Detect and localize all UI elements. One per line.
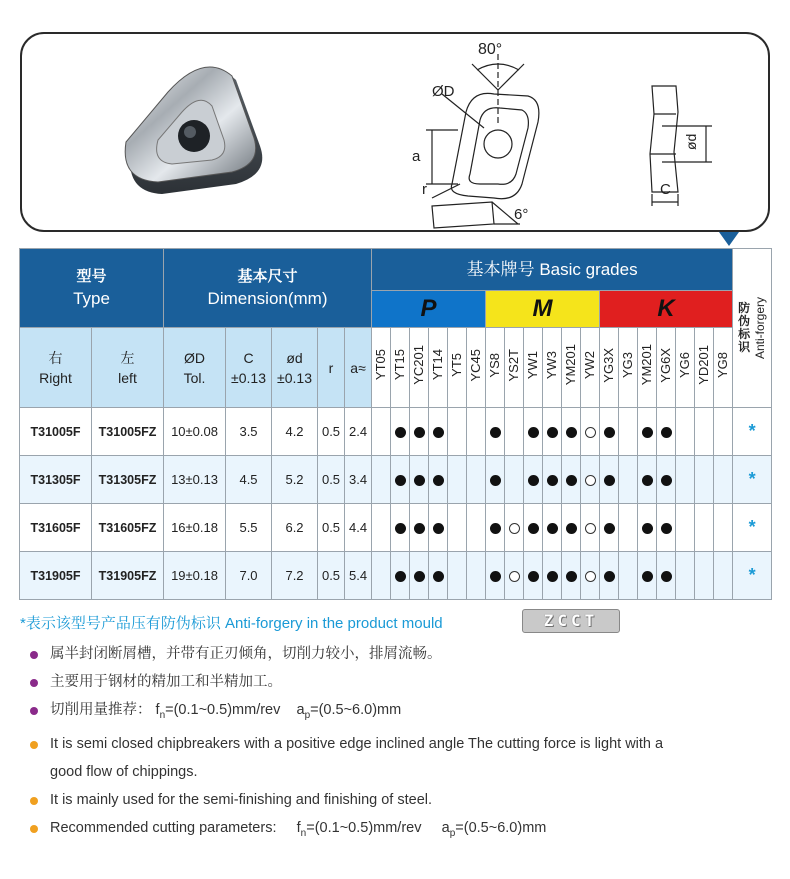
filled-dot-icon	[661, 571, 672, 582]
grade-cell	[372, 552, 391, 600]
grade-cell	[505, 504, 524, 552]
grade-cell	[638, 552, 657, 600]
grade-cell	[429, 552, 448, 600]
grade-cell	[714, 408, 733, 456]
list-item: It is semi closed chipbreakers with a positive edge inclined angle The cutting force is light with a good flow of chippings.	[30, 730, 775, 786]
cell-d: 19±0.18	[164, 552, 226, 600]
grade-cell	[714, 504, 733, 552]
cell-c: 5.5	[226, 504, 272, 552]
grade-cell	[391, 456, 410, 504]
grade-cell	[505, 408, 524, 456]
group-k: K	[600, 291, 733, 328]
filled-dot-icon	[433, 523, 444, 534]
cell-r: 0.5	[318, 504, 345, 552]
filled-dot-icon	[547, 475, 558, 486]
cell-c: 4.5	[226, 456, 272, 504]
grade-name: YS2T	[505, 328, 524, 408]
filled-dot-icon	[547, 571, 558, 582]
cell-right: T31305F	[20, 456, 92, 504]
table-row	[20, 504, 772, 552]
grade-cell	[638, 408, 657, 456]
open-circle-icon	[585, 523, 596, 534]
table-row	[20, 408, 772, 456]
cell-left: T31005FZ	[92, 408, 164, 456]
grade-cell	[543, 456, 562, 504]
asterisk-icon: *	[748, 469, 756, 489]
cell-d: 5.2	[272, 456, 318, 504]
anti-forgery-note: *表示该型号产品压有防伪标识 Anti-forgery in the product mould	[20, 615, 443, 632]
filled-dot-icon	[414, 475, 425, 486]
asterisk-icon: *	[748, 421, 756, 441]
side-angle-label: 6°	[514, 206, 529, 223]
filled-dot-icon	[661, 427, 672, 438]
grade-name: YC45	[467, 328, 486, 408]
grade-name: YT5	[448, 328, 467, 408]
grade-cell	[448, 456, 467, 504]
grades-header: 基本牌号 Basic grades	[372, 249, 733, 291]
grade-cell	[391, 408, 410, 456]
grade-cell	[619, 552, 638, 600]
table-row	[20, 552, 772, 600]
subheader-left: 左 left	[92, 328, 164, 408]
grade-cell	[600, 504, 619, 552]
grade-name: YG6	[676, 328, 695, 408]
anti-forgery-cell	[733, 552, 772, 600]
down-triangle-icon	[719, 232, 739, 246]
cell-d: 7.2	[272, 552, 318, 600]
grade-name: YT05	[372, 328, 391, 408]
grade-cell	[391, 552, 410, 600]
grade-name: YW2	[581, 328, 600, 408]
filled-dot-icon	[604, 571, 615, 582]
grade-name: YS8	[486, 328, 505, 408]
asterisk-icon: *	[748, 517, 756, 537]
grade-cell	[657, 456, 676, 504]
cell-d: 4.2	[272, 408, 318, 456]
grades-table	[19, 248, 772, 600]
grade-cell	[581, 552, 600, 600]
cell-c: 3.5	[226, 408, 272, 456]
filled-dot-icon	[490, 475, 501, 486]
subheader-c: C ±0.13	[226, 328, 272, 408]
r-label: r	[422, 181, 427, 198]
filled-dot-icon	[414, 571, 425, 582]
grade-cell	[562, 456, 581, 504]
grade-cell	[429, 456, 448, 504]
grade-cell	[467, 552, 486, 600]
grade-cell	[486, 504, 505, 552]
list-item: 属半封闭断屑槽，并带有正刃倾角，切削力较小，排屑流畅。	[30, 640, 775, 668]
filled-dot-icon	[528, 523, 539, 534]
insert-illustration	[22, 34, 772, 234]
filled-dot-icon	[642, 427, 653, 438]
grade-cell	[619, 408, 638, 456]
open-circle-icon	[509, 571, 520, 582]
grade-cell	[581, 408, 600, 456]
filled-dot-icon	[414, 523, 425, 534]
grade-cell	[619, 456, 638, 504]
grade-cell	[486, 408, 505, 456]
filled-dot-icon	[642, 475, 653, 486]
grade-cell	[676, 552, 695, 600]
thickness-label: C	[660, 181, 671, 198]
table-row	[20, 456, 772, 504]
grade-cell	[391, 504, 410, 552]
list-item: Recommended cutting parameters: $f_n=(0.1\sim 0.5)mm$/rev $a_p=(0.5\sim 6.0)mm$	[30, 814, 775, 848]
anti-forgery-header: 防 伪 标 识 Anti-forgery	[733, 249, 772, 408]
grade-cell	[372, 408, 391, 456]
illustration-panel	[20, 32, 770, 232]
grade-cell	[410, 456, 429, 504]
anti-forgery-cell	[733, 504, 772, 552]
list-item: 切削用量推荐： $f_n=(0.1\sim 0.5)mm$/rev $a_p=(0.5\sim 6.0)mm$	[30, 696, 775, 730]
cell-left: T31305FZ	[92, 456, 164, 504]
brand-logo: ZCCT	[522, 609, 620, 633]
grade-cell	[600, 552, 619, 600]
grade-cell	[600, 408, 619, 456]
grade-cell	[429, 504, 448, 552]
grade-name: YM201	[562, 328, 581, 408]
filled-dot-icon	[433, 427, 444, 438]
grade-cell	[695, 504, 714, 552]
grade-cell	[676, 504, 695, 552]
cell-left: T31905FZ	[92, 552, 164, 600]
filled-dot-icon	[604, 427, 615, 438]
cell-right: T31005F	[20, 408, 92, 456]
filled-dot-icon	[395, 523, 406, 534]
list-item: It is mainly used for the semi-finishing and finishing of steel.	[30, 786, 775, 814]
open-circle-icon	[585, 475, 596, 486]
diameter-label: ØD	[432, 83, 455, 100]
cell-r: 0.5	[318, 408, 345, 456]
filled-dot-icon	[395, 427, 406, 438]
cell-right: T31605F	[20, 504, 92, 552]
filled-dot-icon	[433, 475, 444, 486]
filled-dot-icon	[395, 571, 406, 582]
filled-dot-icon	[661, 523, 672, 534]
cell-r: 0.5	[318, 456, 345, 504]
grade-cell	[505, 552, 524, 600]
grade-cell	[524, 408, 543, 456]
subheader-d: ØD Tol.	[164, 328, 226, 408]
grade-cell	[638, 456, 657, 504]
grade-cell	[695, 408, 714, 456]
grade-cell	[486, 552, 505, 600]
grade-cell	[581, 456, 600, 504]
open-circle-icon	[585, 571, 596, 582]
grade-name: YT14	[429, 328, 448, 408]
dimension-header: 基本尺寸 Dimension(mm)	[164, 249, 372, 328]
cell-a: 3.4	[345, 456, 372, 504]
grade-cell	[467, 456, 486, 504]
anti-forgery-cell	[733, 456, 772, 504]
filled-dot-icon	[642, 523, 653, 534]
grade-name: YG3	[619, 328, 638, 408]
filled-dot-icon	[566, 571, 577, 582]
grade-cell	[581, 504, 600, 552]
cell-c: 7.0	[226, 552, 272, 600]
filled-dot-icon	[566, 475, 577, 486]
grade-name: YW1	[524, 328, 543, 408]
cell-left: T31605FZ	[92, 504, 164, 552]
cell-d: 16±0.18	[164, 504, 226, 552]
grade-cell	[543, 408, 562, 456]
grade-name: YG3X	[600, 328, 619, 408]
grade-cell	[448, 552, 467, 600]
grade-cell	[486, 456, 505, 504]
filled-dot-icon	[604, 523, 615, 534]
filled-dot-icon	[395, 475, 406, 486]
grade-cell	[448, 408, 467, 456]
cell-right: T31905F	[20, 552, 92, 600]
open-circle-icon	[585, 427, 596, 438]
grade-cell	[714, 552, 733, 600]
subheader-right: 右 Right	[20, 328, 92, 408]
filled-dot-icon	[566, 523, 577, 534]
inner-diameter-label: ød	[683, 133, 699, 150]
insert-photo	[125, 67, 262, 194]
filled-dot-icon	[433, 571, 444, 582]
filled-dot-icon	[490, 427, 501, 438]
grade-cell	[524, 504, 543, 552]
type-header: 型号 Type	[20, 249, 164, 328]
grade-cell	[657, 408, 676, 456]
angle-label: 80°	[478, 41, 503, 58]
cell-d: 6.2	[272, 504, 318, 552]
subheader-a: a≈	[345, 328, 372, 408]
grade-cell	[524, 552, 543, 600]
grade-cell	[543, 552, 562, 600]
grade-name: YM201	[638, 328, 657, 408]
grade-cell	[695, 552, 714, 600]
grade-cell	[372, 504, 391, 552]
filled-dot-icon	[661, 475, 672, 486]
grade-name: YT15	[391, 328, 410, 408]
grade-cell	[467, 504, 486, 552]
grade-cell	[657, 504, 676, 552]
group-p: P	[372, 291, 486, 328]
filled-dot-icon	[642, 571, 653, 582]
filled-dot-icon	[547, 427, 558, 438]
filled-dot-icon	[566, 427, 577, 438]
grade-name: YD201	[695, 328, 714, 408]
group-m: M	[486, 291, 600, 328]
grade-name: YG6X	[657, 328, 676, 408]
a-label: a	[412, 148, 421, 165]
grade-cell	[410, 552, 429, 600]
grade-cell	[410, 408, 429, 456]
grade-name: YC201	[410, 328, 429, 408]
filled-dot-icon	[528, 571, 539, 582]
grade-name: YG8	[714, 328, 733, 408]
cell-a: 5.4	[345, 552, 372, 600]
grade-name: YW3	[543, 328, 562, 408]
cell-d: 13±0.13	[164, 456, 226, 504]
grade-cell	[657, 552, 676, 600]
list-item: 主要用于钢材的精加工和半精加工。	[30, 668, 775, 696]
filled-dot-icon	[528, 475, 539, 486]
grade-cell	[410, 504, 429, 552]
feature-list	[30, 640, 775, 848]
filled-dot-icon	[414, 427, 425, 438]
grade-cell	[714, 456, 733, 504]
grade-cell	[562, 504, 581, 552]
cell-a: 2.4	[345, 408, 372, 456]
grade-cell	[467, 408, 486, 456]
filled-dot-icon	[604, 475, 615, 486]
cell-r: 0.5	[318, 552, 345, 600]
filled-dot-icon	[490, 571, 501, 582]
open-circle-icon	[509, 523, 520, 534]
grade-cell	[638, 504, 657, 552]
grade-cell	[676, 456, 695, 504]
asterisk-icon: *	[748, 565, 756, 585]
front-view-drawing	[426, 54, 539, 228]
grade-cell	[600, 456, 619, 504]
grade-cell	[543, 504, 562, 552]
grade-cell	[562, 552, 581, 600]
subheader-inner-d: ød ±0.13	[272, 328, 318, 408]
cell-d: 10±0.08	[164, 408, 226, 456]
filled-dot-icon	[490, 523, 501, 534]
filled-dot-icon	[528, 427, 539, 438]
grade-cell	[695, 456, 714, 504]
grade-cell	[505, 456, 524, 504]
anti-forgery-cell	[733, 408, 772, 456]
grade-cell	[429, 408, 448, 456]
grade-cell	[619, 504, 638, 552]
grade-cell	[676, 408, 695, 456]
subheader-r: r	[318, 328, 345, 408]
grade-cell	[562, 408, 581, 456]
grade-cell	[448, 504, 467, 552]
grade-cell	[524, 456, 543, 504]
cell-a: 4.4	[345, 504, 372, 552]
filled-dot-icon	[547, 523, 558, 534]
grade-cell	[372, 456, 391, 504]
